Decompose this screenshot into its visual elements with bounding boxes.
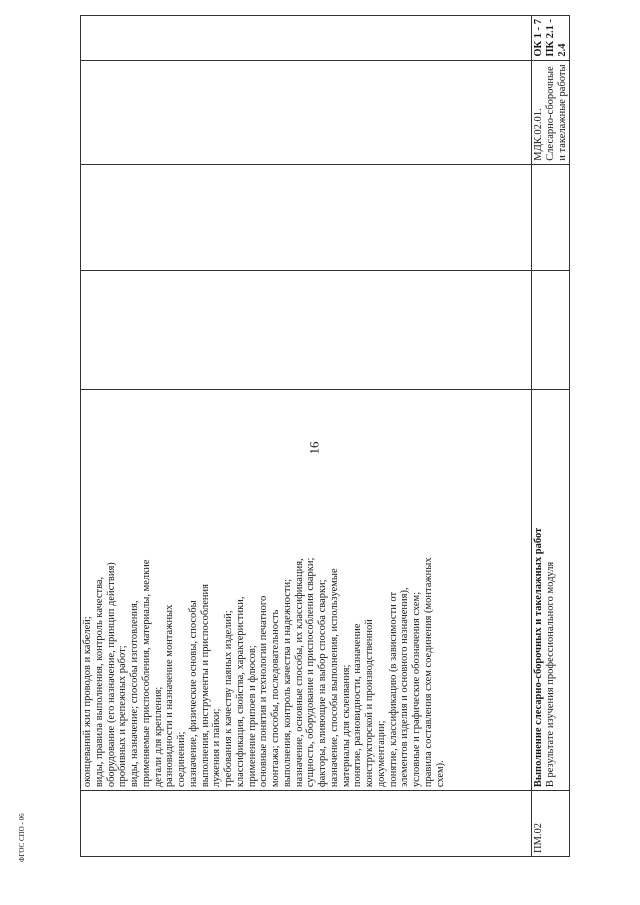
competency-cell-empty: [81, 16, 532, 61]
content-line: применяемые приспособления, материалы, мелкие: [140, 559, 152, 788]
module-code: ПМ.02: [532, 791, 570, 857]
content-line: соединений;: [176, 731, 187, 788]
content-cell: [81, 389, 532, 790]
module-subtitle: В результате изучения профессионального модуля: [544, 561, 556, 788]
module-title-cell: [532, 389, 570, 790]
content-line: виды, назначение; способы изготовления,: [129, 600, 140, 788]
content-line: лужения и пайки;: [211, 708, 223, 788]
content-line: документации;: [375, 720, 387, 788]
blank-cell: [532, 270, 570, 389]
content-line: правила составления схем соединения (монтажных: [422, 557, 434, 788]
content-line: схем).: [434, 760, 446, 788]
content-line: понятие, классификацию (в зависимости от: [387, 591, 399, 788]
content-line: факторы, влияющие на выбор способа сварки;: [317, 579, 328, 788]
code-cell-empty: [81, 791, 532, 857]
content-line: требования к качеству паяных изделий;: [223, 610, 234, 788]
content-line: назначение, физические основы, способы: [187, 600, 199, 788]
content-line: монтажа; способы, последовательность: [270, 609, 281, 788]
content-line: классификация, свойства, характеристики,: [234, 596, 246, 788]
competency-ok: ОК 1 - 7: [533, 18, 544, 57]
content-line: понятие, разновидности, назначение: [352, 623, 364, 788]
mdk-cell-empty: [81, 60, 532, 164]
table-container: [80, 15, 568, 857]
mdk-name: МДК.02.01. Слесарно-сборочные и такелажные работы: [532, 60, 570, 164]
content-line: сущность, оборудование и приспособления сварки;: [305, 557, 317, 788]
rotated-table-area: [80, 15, 568, 857]
module-title: Выполнение слесарно-сборочных и такелажных работ: [533, 527, 544, 788]
content-line: выполнения, контроль качества и надежности;: [281, 578, 293, 788]
competency-pk: ПК 2.1 - 2.4: [544, 18, 568, 57]
footer-code: ФГОС СПО - 06: [18, 813, 26, 862]
content-line: виды, правила выполнения, контроль качества,: [93, 576, 105, 788]
content-line: элементов изделия и основного назначения),: [399, 587, 411, 788]
content-line: основные понятия и технологии печатного: [258, 595, 270, 788]
content-line: назначение, основные способы, их классификация,: [293, 558, 305, 788]
content-line: разновидности и назначение монтажных: [164, 604, 176, 788]
blank-cell: [81, 164, 532, 270]
blank-cell: [81, 270, 532, 389]
content-line: пробивных и крепежных работ;: [117, 645, 129, 788]
content-line: конструкторской и производственной: [364, 619, 375, 788]
content-line: оконцеваний жил проводов и кабелей;: [82, 616, 93, 788]
content-line: назначение, способы выполнения, используемые: [328, 568, 340, 788]
blank-cell: [532, 164, 570, 270]
content-line: применение припоев и флюсов;: [246, 645, 258, 788]
standard-table: [80, 15, 570, 857]
competency-codes: [532, 16, 570, 61]
content-line: условные и графические обозначения схем;: [411, 591, 422, 788]
table-row: [532, 16, 570, 857]
content-line: выполнения, инструменты и приспособления: [199, 584, 211, 788]
content-line: детали для крепления;: [152, 686, 164, 788]
table-row: [81, 16, 532, 857]
page-number: 16: [306, 441, 322, 455]
content-line: оборудование (его назначение, принцип действия): [105, 562, 117, 788]
content-line: материалы для склеивания;: [340, 664, 352, 788]
